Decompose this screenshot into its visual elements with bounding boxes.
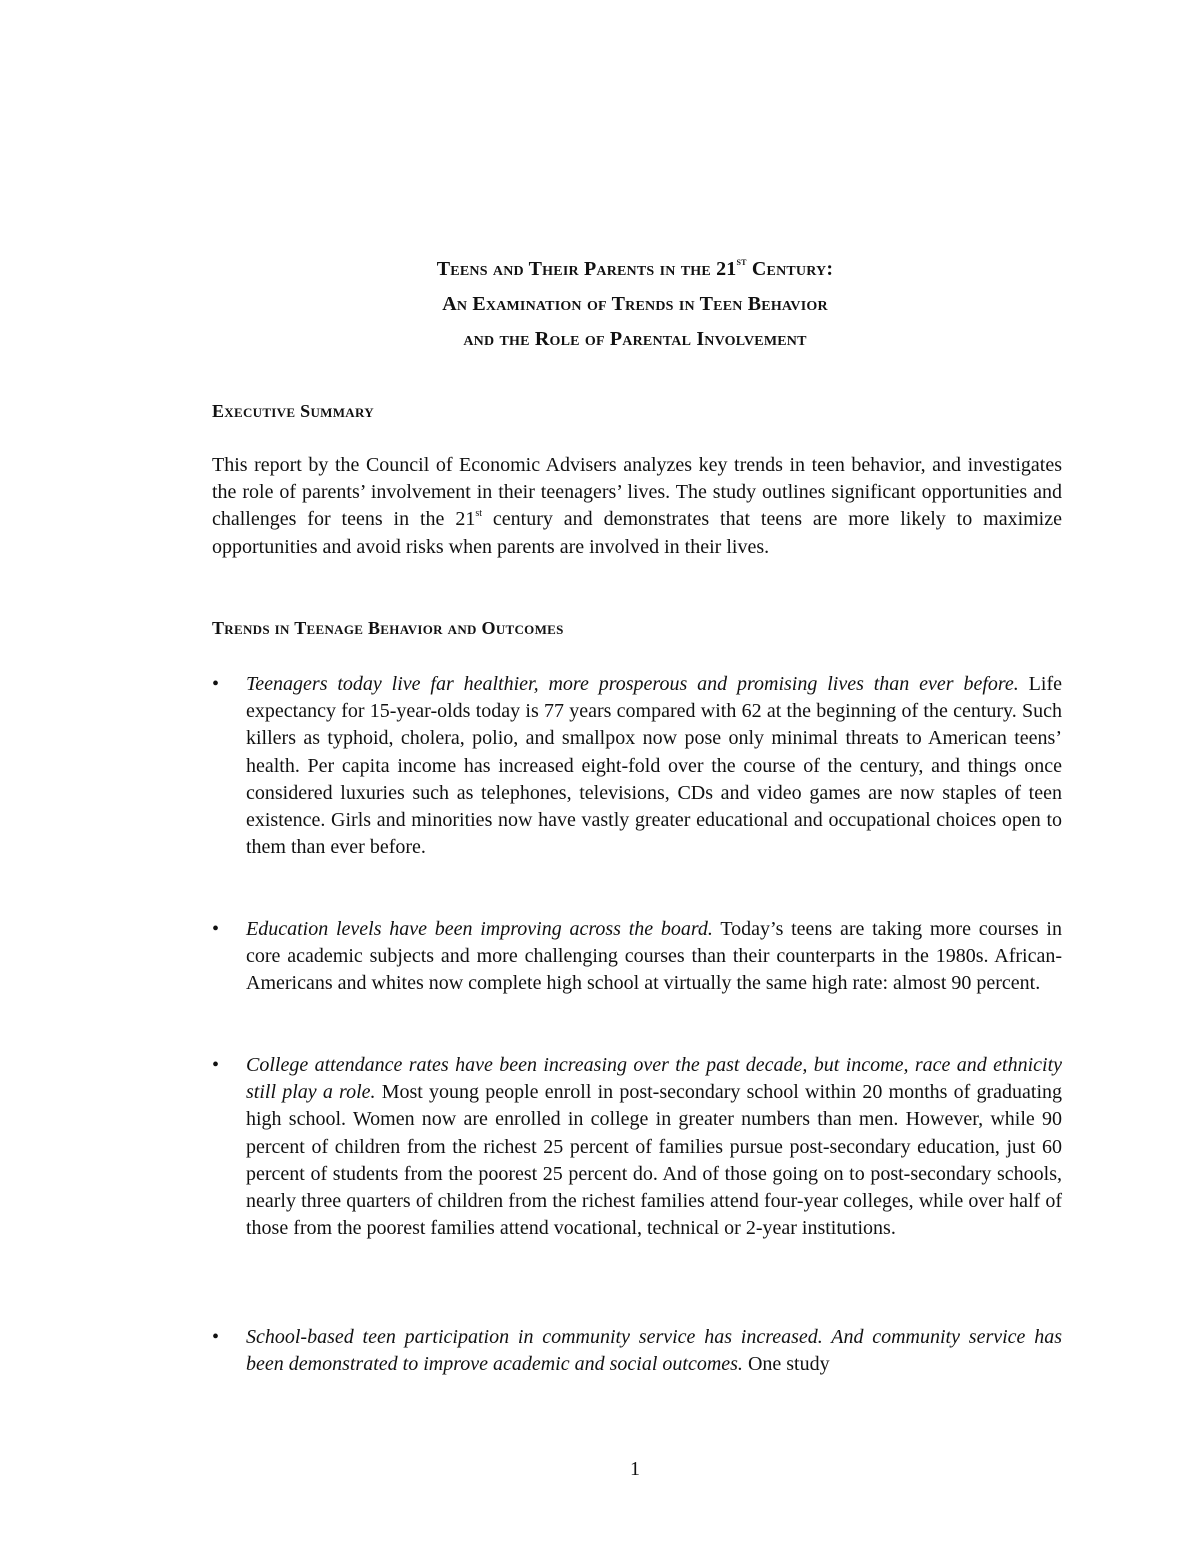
title-line-3: and the Role of Parental Involvement [463, 328, 807, 350]
list-item-text: College attendance rates have been increasing over the past decade, but income, race and ethnicity still play a role. Most young people enroll in post-secondary school within 20 months of graduating high school. Women now are enrolled in college in greater numbers than men. However, while 90 percent of children from the richest 25 percent of families pursue post-secondary education, just 60 percent of students from the poorest 25 percent do. And of those going on to post-secondary schools, nearly three quarters of children from the richest families attend four-year colleges, while over half of those from the poorest families attend vocational, technical or 2-year institutions. [246, 1054, 1062, 1240]
bullet-icon: • [212, 1326, 220, 1348]
list-item [212, 916, 1062, 998]
paragraph-superscript: st [475, 508, 483, 520]
bullet-icon: • [212, 1054, 220, 1076]
page-number: 1 [630, 1458, 640, 1480]
list-item-text: School-based teen participation in community service has increased. And community service has been demonstrated to improve academic and social outcomes. One study [246, 1326, 1062, 1376]
executive-summary-heading: Executive Summary [212, 401, 374, 421]
list-item-text: Teenagers today live far healthier, more prosperous and promising lives than ever before. Life expectancy for 15-year-olds today is 77 years compared with 62 at the beginning of the century. Such killers as typhoid, cholera, polio, and smallpox now pose only minimal threats to American teens’ health. Per capita income has increased eight-fold over the course of the century, and things once considered luxuries such as telephones, televisions, CDs and video games are now staples of teen existence. Girls and minorities now have vastly greater educational and occupational choices open to them than ever before. [246, 673, 1062, 859]
list-item [212, 671, 1062, 861]
bullet-icon: • [212, 673, 220, 695]
report-title [0, 252, 1200, 357]
title-line-2: An Examination of Trends in Teen Behavior [442, 293, 828, 315]
executive-summary-paragraph: This report by the Council of Economic Advisers analyzes key trends in teen behavior, and investigates the role of parents’ involvement in their teenagers’ lives. The study outlines significant opportunities and challenges for teens in the 21st century and demonstrates that teens are more likely to maximize opportunities and avoid risks when parents are involved in their lives. [212, 454, 1062, 558]
title-line-1: Teens and Their Parents in the 21st Century: [436, 256, 834, 280]
list-item-text: Education levels have been improving across the board. Today’s teens are taking more courses in core academic subjects and more challenging courses than their counterparts in the 1980s. African-Americans and whites now complete high school at virtually the same high rate: almost 90 percent. [246, 918, 1062, 995]
title-superscript: st [736, 256, 747, 268]
list-item [212, 1324, 1062, 1378]
trends-heading: Trends in Teenage Behavior and Outcomes [212, 618, 564, 638]
list-item [212, 1052, 1062, 1242]
bullet-icon: • [212, 918, 220, 940]
